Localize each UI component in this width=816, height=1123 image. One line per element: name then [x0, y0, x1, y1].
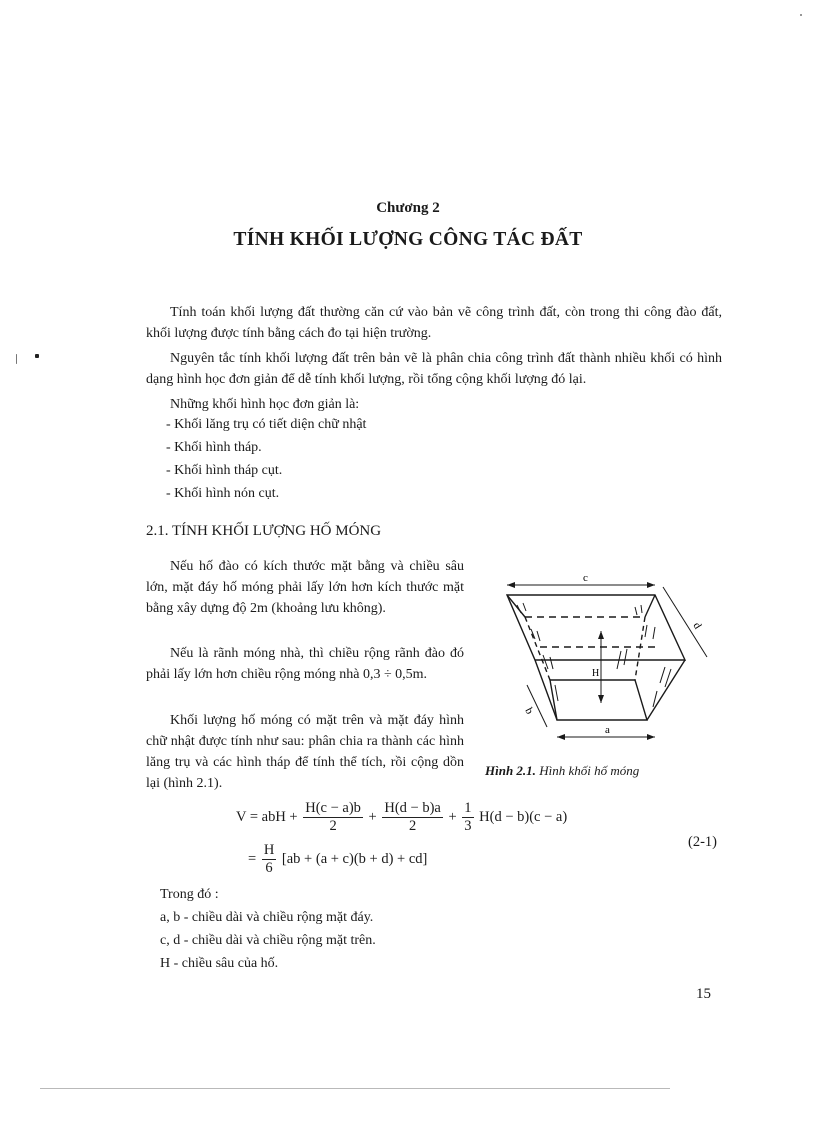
label-h: H: [592, 668, 600, 679]
equation-lhs: V = abH +: [236, 808, 298, 825]
figure-caption: [485, 763, 639, 779]
fraction-denominator: 2: [329, 818, 337, 834]
label-a: a: [605, 724, 610, 736]
figure-caption-label: Hình 2.1.: [485, 763, 536, 778]
section-paragraph-2: Nếu là rãnh móng nhà, thì chiều rộng rãnh đào đó phải lấy lớn hơn chiều rộng móng nhà 0,3 ÷ 0,5m.: [146, 646, 464, 682]
page-number: 15: [696, 986, 711, 1002]
section-heading: 2.1. TÍNH KHỐI LƯỢNG HỐ MÓNG: [146, 523, 382, 539]
list-item: - Khối hình nón cụt.: [166, 486, 280, 501]
fraction: [262, 842, 276, 877]
fraction-denominator: 3: [464, 818, 472, 834]
scan-edge-line: [40, 1088, 670, 1089]
equation-line-2: [248, 842, 427, 877]
fraction-denominator: 6: [265, 860, 273, 876]
where-item: c, d - chiều dài và chiều rộng mặt trên.: [160, 933, 376, 948]
list-item: - Khối lăng trụ có tiết diện chữ nhật: [166, 417, 367, 432]
fraction-numerator: 1: [464, 800, 472, 816]
label-d: d: [690, 620, 704, 632]
top-face-outline: [507, 595, 685, 660]
equation-bracket: [ab + (a + c)(b + d) + cd]: [281, 850, 428, 867]
label-b: b: [522, 705, 536, 717]
list-item: - Khối hình tháp cụt.: [166, 463, 283, 478]
where-item: a, b - chiều dài và chiều rộng mặt đáy.: [160, 910, 374, 925]
label-c: c: [583, 572, 588, 584]
plus-sign: +: [448, 808, 457, 825]
fraction-numerator: H(c − a)b: [305, 800, 361, 816]
figure-caption-text: Hình khối hố móng: [539, 763, 640, 778]
equals-sign: =: [248, 850, 257, 867]
equation-line-1: [236, 800, 567, 835]
scan-speck: [800, 14, 802, 16]
fraction: [382, 800, 443, 835]
where-item: H - chiều sâu của hố.: [160, 956, 279, 971]
section-paragraph-3: Khối lượng hố móng có mặt trên và mặt đáy hình chữ nhật được tính như sau: phân chia ra thành các hình lăng trụ và các hình tháp để tính thể tích, rồi cộng dồn lại (hình 2.1).: [146, 713, 464, 791]
where-intro: Trong đó :: [160, 887, 219, 902]
scan-speck: [16, 354, 17, 364]
intro-paragraph-2: Nguyên tắc tính khối lượng đất trên bản vẽ là phân chia công trình đất thành nhiều khối có hình dạng hình học đơn giản để dễ tính khối lượng, rồi tổng cộng khối lượng đó lại.: [146, 351, 722, 387]
intro-paragraph-1: Tính toán khối lượng đất thường căn cứ vào bản vẽ công trình đất, còn trong thi công đào đất, khối lượng được tính bằng cách đo tại hiện trường.: [146, 305, 722, 341]
list-item: - Khối hình tháp.: [166, 440, 262, 455]
scan-speck: [35, 354, 39, 358]
chapter-label: Chương 2: [376, 200, 440, 216]
equation-number: (2-1): [688, 834, 717, 850]
chapter-title: TÍNH KHỐI LƯỢNG CÔNG TÁC ĐẤT: [233, 229, 583, 250]
section-paragraph-1: Nếu hố đào có kích thước mặt bằng và chiều sâu lớn, mặt đáy hố móng phải lấy lớn hơn kích thước mặt bằng xây dựng độ 2m (khoảng lưu không).: [146, 559, 464, 616]
intro-paragraph-3: Những khối hình học đơn giản là:: [170, 397, 360, 412]
equation-tail: H(d − b)(c − a): [479, 808, 568, 825]
excavation-pit-figure: [495, 565, 720, 755]
fraction: [303, 800, 363, 835]
fraction-denominator: 2: [408, 818, 417, 834]
plus-sign: +: [368, 808, 377, 825]
fraction-numerator: H(d − b)a: [384, 800, 441, 816]
fraction-numerator: H: [263, 842, 275, 858]
bottom-face-outline: [550, 680, 647, 720]
fraction: [462, 800, 473, 835]
